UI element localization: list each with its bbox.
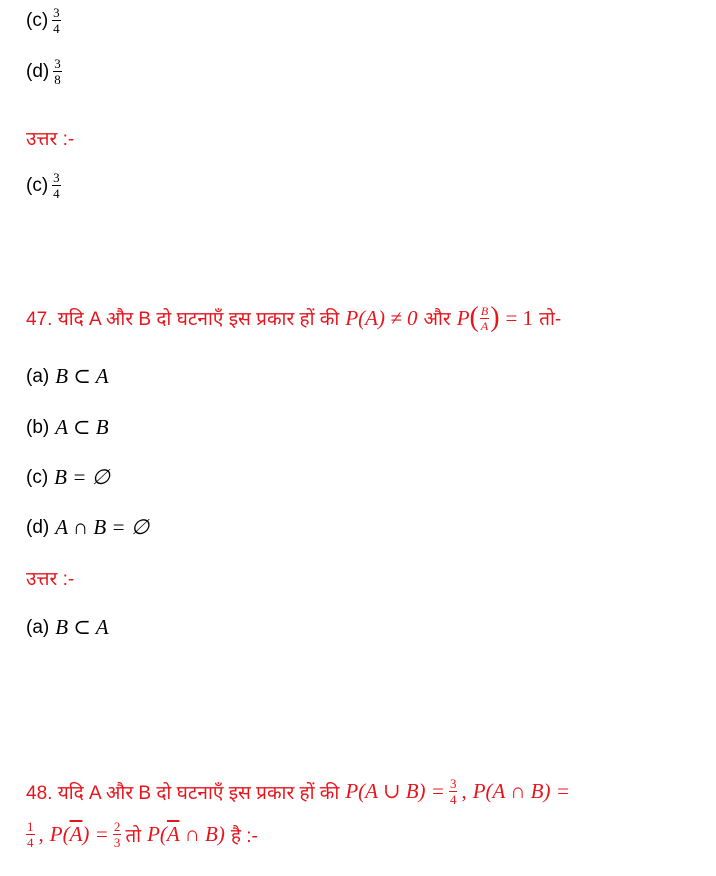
fraction xyxy=(26,820,35,849)
comma: , xyxy=(461,779,467,803)
math-part: ∩ B) xyxy=(184,822,225,846)
question-suffix: तो- xyxy=(539,309,562,330)
question-suffix: है :- xyxy=(230,825,258,847)
fraction xyxy=(449,777,458,806)
math-expression xyxy=(50,822,109,847)
math-part: P( xyxy=(49,822,70,846)
q48-question-line-1 xyxy=(26,777,570,806)
q46-option-d xyxy=(26,57,66,86)
fraction-numerator: 1 xyxy=(27,819,34,834)
fraction-denominator: 4 xyxy=(449,792,457,807)
math-p: P xyxy=(456,305,470,330)
q47-answer-label: उत्तर :- xyxy=(26,569,75,590)
fraction-denominator: 3 xyxy=(113,835,121,850)
q47-question xyxy=(26,304,561,332)
option-expression: B = ∅ xyxy=(54,465,110,489)
complement-a: $\overline{A}$ xyxy=(166,822,180,846)
question-text: 48. यदि A और B दो घटनाएँ इस प्रकार हों की xyxy=(26,782,340,804)
math-expression xyxy=(147,822,225,847)
q46-option-c xyxy=(26,6,65,35)
option-label: (d) xyxy=(26,60,50,82)
option-expression: A ∩ B = ∅ xyxy=(55,515,150,539)
option-expression: A ⊂ B xyxy=(55,415,109,439)
option-label: (c) xyxy=(26,466,49,488)
question-text: 47. यदि A और B दो घटनाएँ इस प्रकार हों की xyxy=(26,309,340,330)
q47-option-a xyxy=(26,364,109,389)
fraction-numerator: 3 xyxy=(53,5,60,20)
math-expression: = 1 xyxy=(505,305,534,330)
fraction xyxy=(52,171,61,200)
math-expression: P(A ∩ B) = xyxy=(472,779,570,803)
fraction-numerator: 2 xyxy=(113,819,121,834)
q47-option-b xyxy=(26,415,109,440)
complement-a: $\overline{A}$ xyxy=(69,822,83,846)
fraction-numerator: 3 xyxy=(54,56,61,71)
q48-question-line-2 xyxy=(26,820,258,849)
option-label: (a) xyxy=(26,365,50,387)
conjunction: तो xyxy=(125,825,142,847)
fraction-denominator: 4 xyxy=(53,186,60,201)
q46-answer-label: उत्तर :- xyxy=(26,129,75,150)
fraction-denominator: A xyxy=(480,318,489,333)
fraction-denominator: 8 xyxy=(54,72,61,87)
option-label: (c) xyxy=(26,9,49,31)
q46-answer xyxy=(26,171,65,200)
q47-answer xyxy=(26,615,109,640)
option-expression: B ⊂ A xyxy=(55,364,109,388)
q47-option-c xyxy=(26,465,110,490)
option-label: (c) xyxy=(26,174,49,196)
fraction xyxy=(113,820,122,849)
paren-open: ( xyxy=(469,302,479,333)
option-label: (d) xyxy=(26,516,50,538)
option-label: (b) xyxy=(26,416,50,438)
option-label: (a) xyxy=(26,616,50,638)
math-expression: P(A ∪ B) = xyxy=(345,779,445,803)
fraction xyxy=(53,57,62,86)
math-part: P( xyxy=(147,822,167,846)
fraction-denominator: 4 xyxy=(53,21,60,36)
conjunction: और xyxy=(423,309,451,330)
fraction-numerator: B xyxy=(480,303,489,318)
comma: , xyxy=(38,822,44,846)
q47-option-d xyxy=(26,515,149,540)
fraction-denominator: 4 xyxy=(27,835,34,850)
math-expression: P(A) ≠ 0 xyxy=(345,305,418,330)
fraction-numerator: 3 xyxy=(53,170,60,185)
answer-expression: B ⊂ A xyxy=(55,615,109,639)
fraction xyxy=(52,6,61,35)
fraction xyxy=(480,305,489,332)
math-part: ) = xyxy=(82,822,109,846)
fraction-numerator: 3 xyxy=(449,776,457,791)
paren-close: ) xyxy=(490,302,500,333)
